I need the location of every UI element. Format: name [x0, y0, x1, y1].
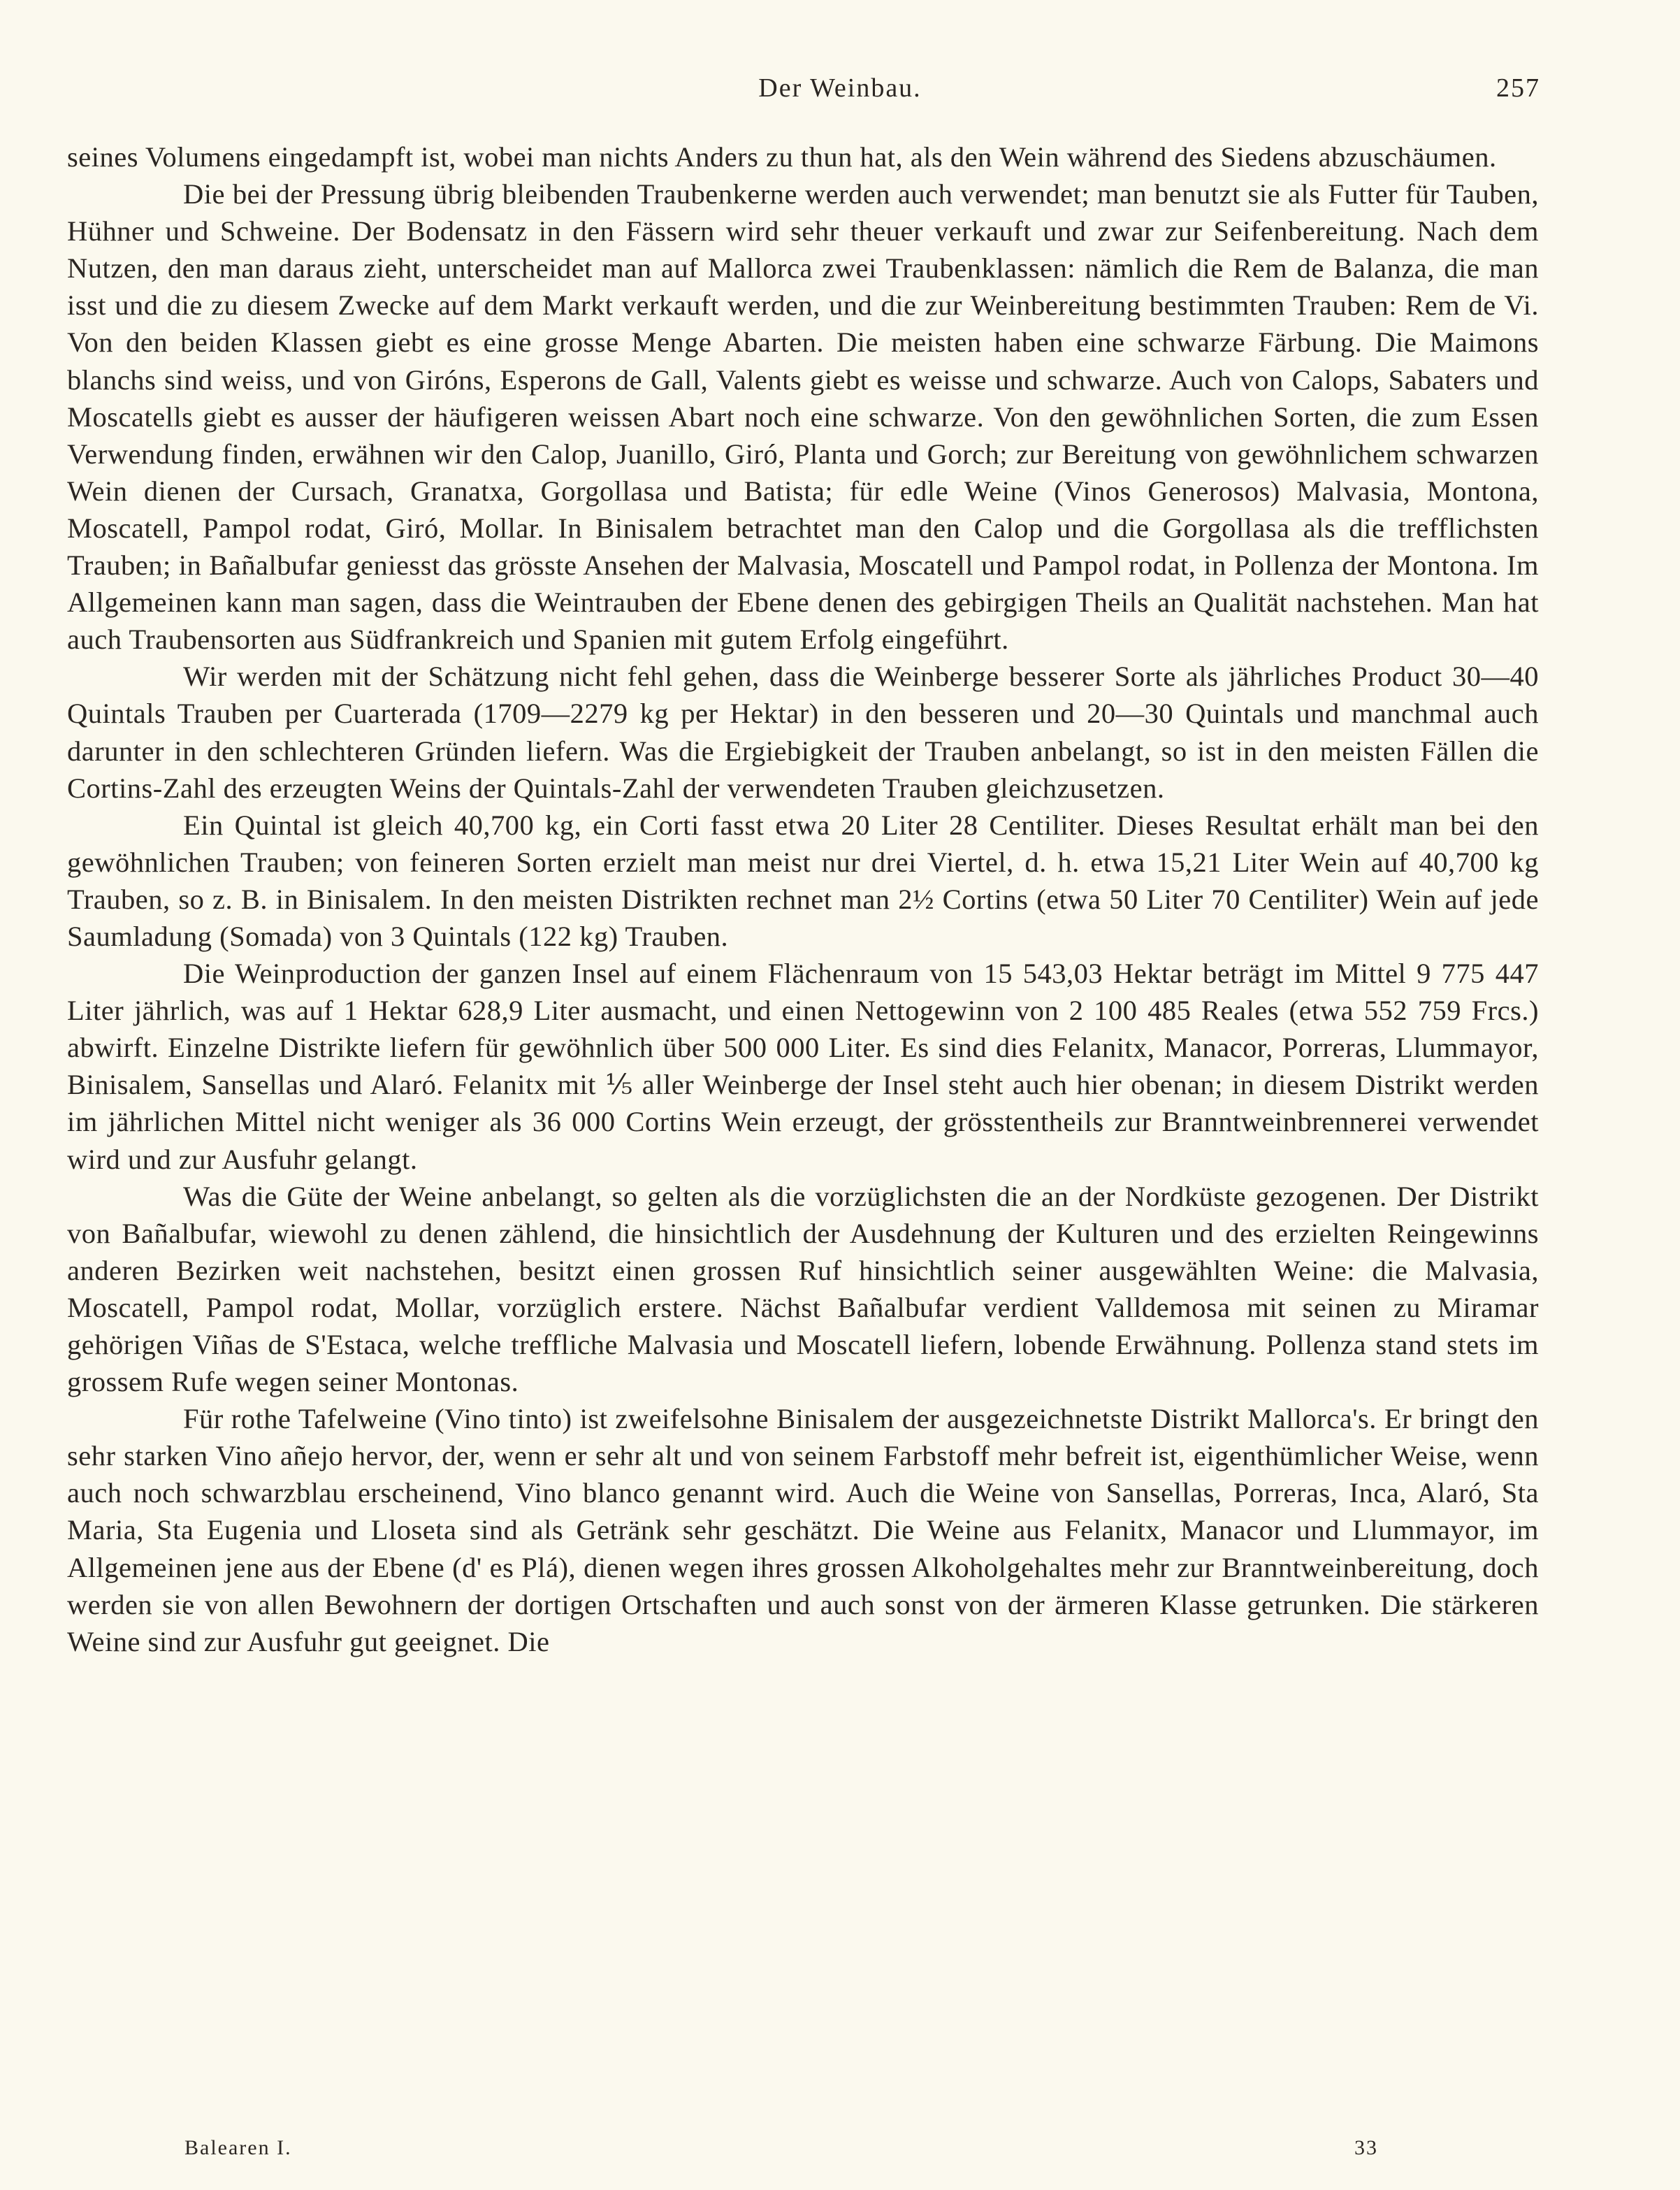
paragraph-7: Für rothe Tafelweine (Vino tinto) ist zweifelsohne Binisalem der ausgezeichnetste Distrikt Mallorca's. Er bringt den sehr starken Vino añejo hervor, der, wenn er sehr alt und von seinem Farbstoff mehr befreit ist, eigenthümlicher Weise, wenn auch noch schwarzblau erscheinend, Vino blanco genannt wird. Auch die Weine von Sansellas, Porreras, Inca, Alaró, Sta Maria, Sta Eugenia und Lloseta sind als Getränk sehr geschätzt. Die Weine aus Felanitx, Manacor und Llummayor, im Allgemeinen jene aus der Ebene (d' es Plá), dienen wegen ihres grossen Alkoholgehaltes mehr zur Branntweinbereitung, doch werden sie von allen Bewohnern der dortigen Ortschaften und auch sonst von der ärmeren Klasse getrunken. Die stärkeren Weine sind zur Ausfuhr gut geeignet. Die — [67, 1403, 1539, 1657]
paragraph-1: seines Volumens eingedampft ist, wobei man nichts Anders zu thun hat, als den Wein während des Siedens abzuschäumen. — [67, 141, 1497, 173]
body-text — [67, 138, 1539, 1660]
paragraph-6: Was die Güte der Weine anbelangt, so gelten als die vorzüglichsten die an der Nordküste gezogenen. Der Distrikt von Bañalbufar, wiewohl zu denen zählend, die hinsichtlich der Ausdehnung der Kulturen und des erzielten Reingewinns anderen Bezirken weit nachstehen, besitzt einen grossen Ruf hinsichtlich seiner ausgewählten Weine: die Malvasia, Moscatell, Pampol rodat, Mollar, vorzüglich erstere. Nächst Bañalbufar verdient Valldemosa mit seinen zu Miramar gehörigen Viñas de S'Estaca, welche treffliche Malvasia und Moscatell liefern, lobende Erwähnung. Pollenza stand stets im grossem Rufe wegen seiner Montonas. — [67, 1180, 1539, 1398]
page-number: 257 — [1496, 73, 1540, 103]
running-title: Der Weinbau. — [758, 73, 922, 103]
paragraph-4: Ein Quintal ist gleich 40,700 kg, ein Corti fasst etwa 20 Liter 28 Centiliter. Dieses Resultat erhält man bei den gewöhnlichen Trauben; von feineren Sorten erzielt man meist nur drei Viertel, d. h. etwa 15,21 Liter Wein auf 40,700 kg Trauben, so z. B. in Binisalem. In den meisten Distrikten rechnet man 2½ Cortins (etwa 50 Liter 70 Centiliter) Wein auf jede Saumladung (Somada) von 3 Quintals (122 kg) Trauben. — [67, 809, 1539, 952]
paragraph-5: Die Weinproduction der ganzen Insel auf einem Flächenraum von 15 543,03 Hektar beträgt im Mittel 9 775 447 Liter jährlich, was auf 1 Hektar 628,9 Liter ausmacht, und einen Nettogewinn von 2 100 485 Reales (etwa 552 759 Frcs.) abwirft. Einzelne Distrikte liefern für gewöhnlich über 500 000 Liter. Es sind dies Felanitx, Manacor, Porreras, Llummayor, Binisalem, Sansellas und Alaró. Felanitx mit ⅕ aller Weinberge der Insel steht auch hier obenan; in diesem Distrikt werden im jährlichen Mittel nicht weniger als 36 000 Cortins Wein erzeugt, der grösstentheils zur Branntweinbrennerei verwendet wird und zur Ausfuhr gelangt. — [67, 958, 1539, 1175]
paragraph-3: Wir werden mit der Schätzung nicht fehl gehen, dass die Weinberge besserer Sorte als jährliches Product 30—40 Quintals Trauben per Cuarterada (1709—2279 kg per Hektar) in den besseren und 20—30 Quintals und manchmal auch darunter in den schlechteren Gründen liefern. Was die Ergiebigkeit der Trauben anbelangt, so ist in den meisten Fällen die Cortins-Zahl des erzeugten Weins der Quintals-Zahl der verwendeten Trauben gleichzusetzen. — [67, 661, 1539, 804]
page-footer — [0, 2136, 1680, 2171]
paragraph-2: Die bei der Pressung übrig bleibenden Traubenkerne werden auch verwendet; man benutzt sie als Futter für Tauben, Hühner und Schweine. Der Bodensatz in den Fässern wird sehr theuer verkauft und zwar zur Seifenbereitung. Nach dem Nutzen, den man daraus zieht, unterscheidet man auf Mallorca zwei Traubenklassen: nämlich die Rem de Balanza, die man isst und die zu diesem Zwecke auf dem Markt verkauft werden, und die zur Weinbereitung bestimmten Trauben: Rem de Vi. Von den beiden Klassen giebt es eine grosse Menge Abarten. Die meisten haben eine schwarze Färbung. Die Maimons blanchs sind weiss, und von Giróns, Esperons de Gall, Valents giebt es weisse und schwarze. Auch von Calops, Sabaters und Moscatells giebt es ausser der häufigeren weissen Abart noch eine schwarze. Von den gewöhnlichen Sorten, die zum Essen Verwendung finden, erwähnen wir den Calop, Juanillo, Giró, Planta und Gorch; zur Bereitung von gewöhnlichem schwarzen Wein dienen der Cursach, Granatxa, Gorgollasa und Batista; für edle Weine (Vinos Generosos) Malvasia, Montona, Moscatell, Pampol rodat, Giró, Mollar. In Binisalem betrachtet man den Calop und die Gorgollasa als die trefflichsten Trauben; in Bañalbufar geniesst das grösste Ansehen der Malvasia, Moscatell und Pampol rodat, in Pollenza der Montona. Im Allgemeinen kann man sagen, dass die Weintrauben der Ebene denen des gebirgigen Theils an Qualität nachstehen. Man hat auch Traubensorten aus Südfrankreich und Spanien mit gutem Erfolg eingeführt. — [67, 178, 1539, 656]
running-header — [0, 73, 1680, 115]
sheet-number: 33 — [1354, 2136, 1378, 2159]
sheet-signature: Balearen I. — [184, 2136, 292, 2159]
